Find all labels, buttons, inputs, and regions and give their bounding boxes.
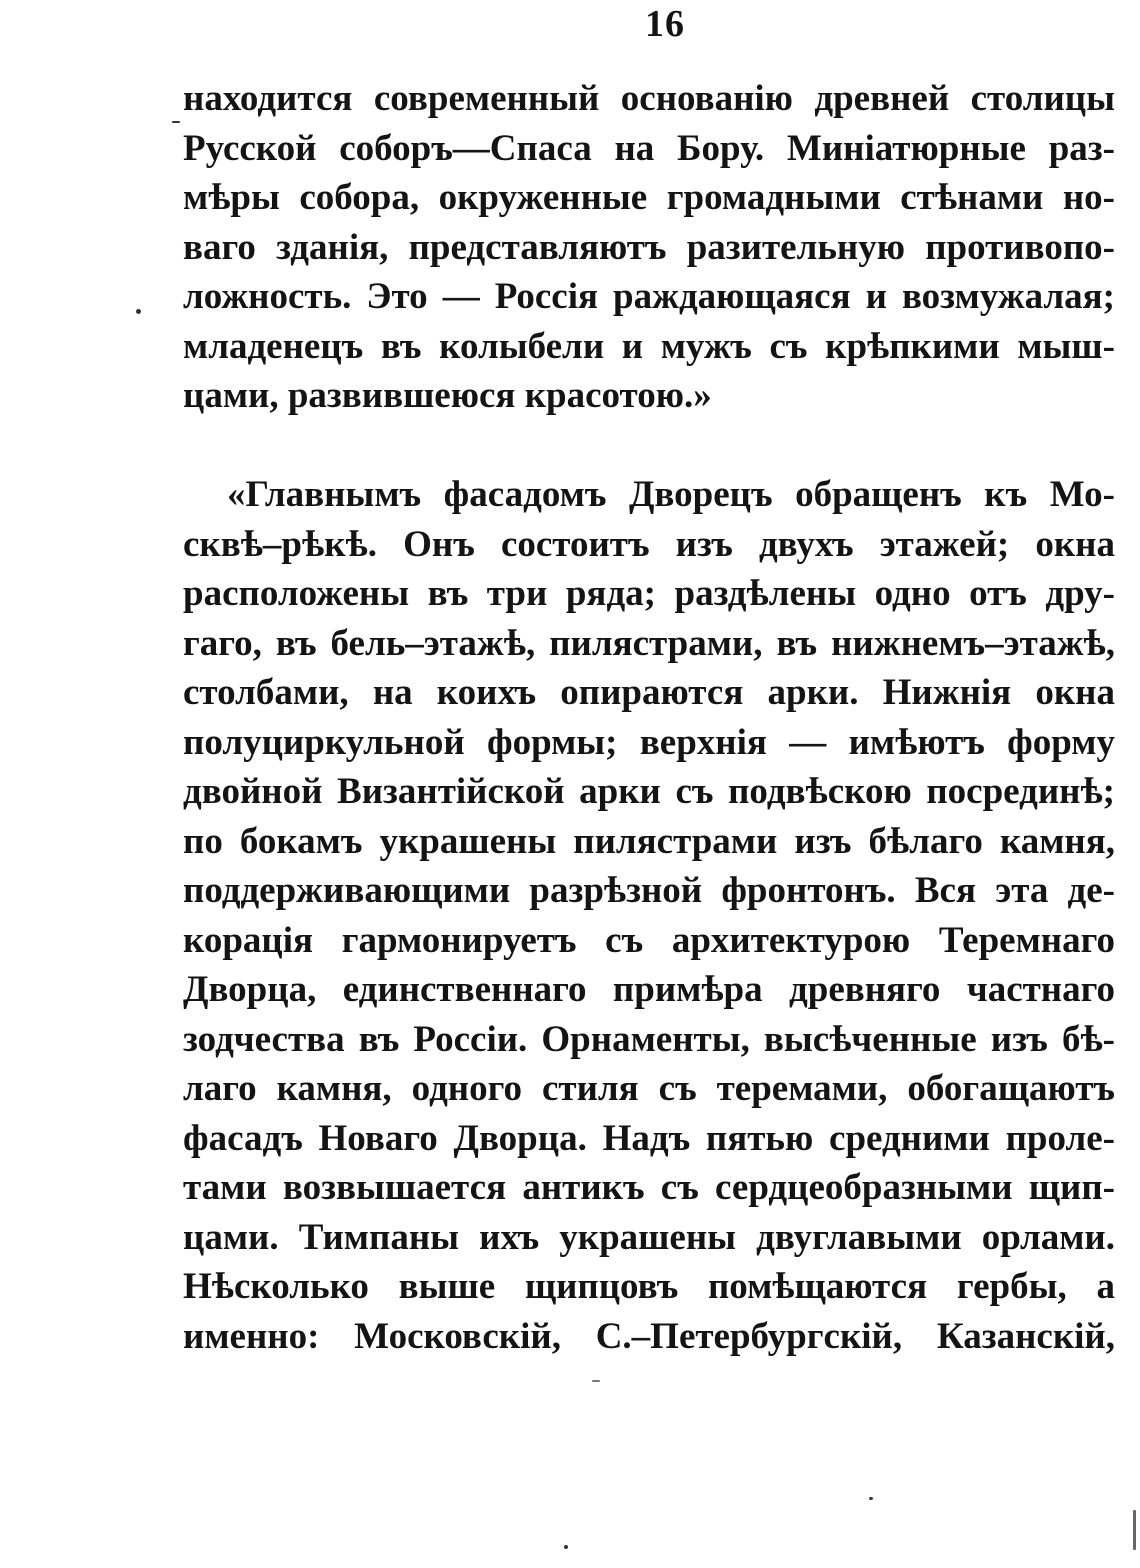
- text-line: сквѣ–рѣкѣ. Онъ состоитъ изъ двухъ этажей; окна: [183, 523, 1115, 565]
- text-line: именно: Московскій, С.–Петербургскій, Казанскій,: [183, 1315, 1115, 1357]
- page-number: 16: [645, 3, 685, 45]
- paragraph-facade-description: [183, 470, 1115, 1361]
- text-line: расположены въ три ряда; раздѣлены одно отъ дру-: [183, 573, 1115, 614]
- print-speck: [564, 1545, 568, 1549]
- text-line: зодчества въ Россіи. Орнаменты, высѣченные изъ бѣ-: [183, 1018, 1115, 1060]
- print-speck: [136, 309, 141, 314]
- text-line: «Главнымъ фасадомъ Дворецъ обращенъ къ Мо-: [227, 474, 1115, 515]
- text-line: по бокамъ украшены пилястрами изъ бѣлаго камня,: [183, 820, 1115, 862]
- text-line: полуциркульной формы; верхнія — имѣютъ форму: [183, 721, 1115, 763]
- text-line: корація гармонируетъ съ архитектурою Теремнаго: [183, 919, 1115, 961]
- text-line: Русской соборъ—Спаса на Бору. Миніатюрные раз-: [183, 127, 1115, 169]
- text-line: столбами, на коихъ опираются арки. Нижнія окна: [183, 672, 1115, 713]
- text-line: поддерживающими разрѣзной фронтонъ. Вся эта де-: [183, 870, 1115, 911]
- text-line: Нѣсколько выше щипцовъ помѣщаются гербы, а: [183, 1266, 1115, 1307]
- text-line: цами, развившеюся красотою.»: [183, 375, 712, 416]
- print-speck: [172, 121, 180, 123]
- print-speck: [592, 1380, 600, 1382]
- paragraph-continuation: [183, 74, 1115, 421]
- text-line: гаго, въ бель–этажѣ, пилястрами, въ нижнемъ–этажѣ,: [183, 622, 1115, 664]
- text-line: двойной Византійской арки съ подвѣскою посрединѣ;: [183, 771, 1115, 812]
- print-speck: [1133, 1510, 1136, 1550]
- text-line: мѣры собора, окруженные громадными стѣнами но-: [183, 177, 1115, 218]
- text-line: цами. Тимпаны ихъ украшены двуглавыми орлами.: [183, 1216, 1115, 1258]
- text-line: тами возвышается антикъ съ сердцеобразными щип-: [183, 1167, 1115, 1208]
- text-line: младенецъ въ колыбели и мужъ съ крѣпкими мыш-: [183, 325, 1115, 367]
- text-line: находится современный основанію древней столицы: [183, 78, 1115, 119]
- text-line: ваго зданія, представляютъ разительную противопо-: [183, 226, 1115, 268]
- text-line: ложность. Это — Россія раждающаяся и возмужалая;: [183, 276, 1115, 317]
- text-line: фасадъ Новаго Дворца. Надъ пятью средними проле-: [183, 1117, 1115, 1159]
- print-speck: [869, 1497, 873, 1500]
- text-line: Дворца, единственнаго примѣра древняго частнаго: [183, 969, 1115, 1010]
- text-line: лаго камня, одного стиля съ теремами, обогащаютъ: [183, 1068, 1115, 1109]
